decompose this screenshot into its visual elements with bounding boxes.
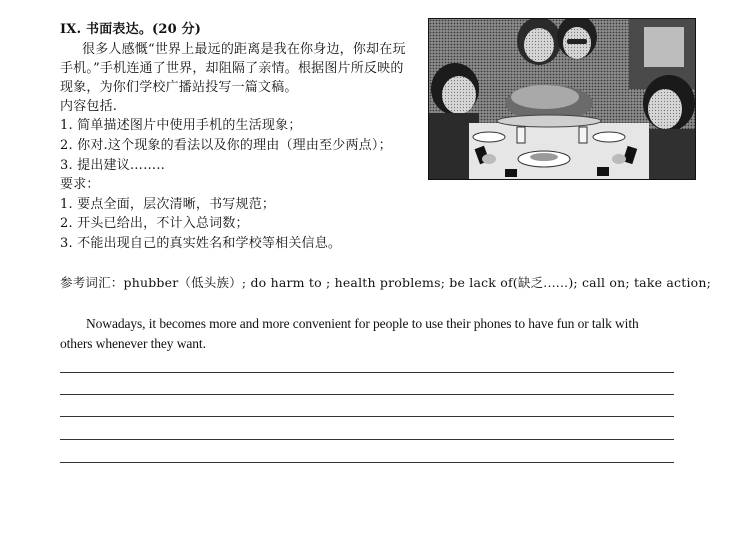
writing-line-4[interactable] [60,439,674,440]
prompt-line-2: 手机。”手机连通了世界，却阻隔了亲情。根据图片所反映的 [60,61,404,76]
requirement-item-2: 2. 开头已给出，不计入总词数； [60,216,249,231]
content-item-3: 3. 提出建议…….. [60,158,166,173]
question-heading: IX. 书面表达。(20 分) [60,22,202,37]
family-dinner-illustration [429,19,695,179]
reference-vocabulary: 参考词汇：phubber（低头族）; do harm to ; health problems; be lack of(缺乏......); call on; take action; [60,275,712,290]
family-dinner-photo [428,18,696,180]
requirement-item-3: 3. 不能出现自己的真实姓名和学校等相关信息。 [60,236,342,251]
requirements-heading: 要求： [60,177,100,192]
writing-line-5[interactable] [60,462,674,463]
writing-line-1[interactable] [60,372,674,373]
prompt-line-1: 很多人感慨“世界上最远的距离是我在你身边，你却在玩 [82,42,406,57]
writing-line-2[interactable] [60,394,674,395]
requirement-item-1: 1. 要点全面，层次清晰，书写规范； [60,197,276,212]
opening-line-2: others whenever they want. [60,336,206,351]
writing-line-3[interactable] [60,416,674,417]
content-item-2: 2. 你对.这个现象的看法以及你的理由（理由至少两点）； [60,138,392,153]
opening-line-1: Nowadays, it becomes more and more convenient for people to use their phones to have fun or talk with [86,316,639,331]
content-item-1: 1. 简单描述图片中使用手机的生活现象； [60,118,302,133]
content-heading: 内容包括. [60,99,118,114]
prompt-line-3: 现象，为你们学校广播站投写一篇文稿。 [60,80,298,95]
